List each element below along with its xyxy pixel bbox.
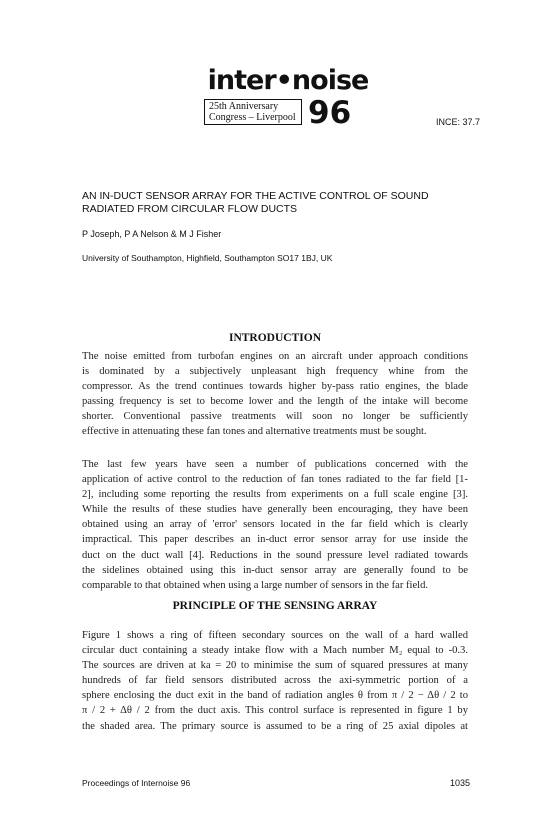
text-line: impractical. This paper describes an in-duct error sensor array for use inside the <box>82 534 468 546</box>
logo-congress-box <box>204 99 302 125</box>
text-line: 2], including some reporting the results from experiments on a full scale engine [3]. <box>82 489 468 501</box>
section-heading-principle: PRINCIPLE OF THE SENSING ARRAY <box>172 600 378 612</box>
text-line: comparable to that obtained when using a large number of sensors in the far field. <box>82 579 429 591</box>
text-line: effective in attenuating these fan tones and alternative treatments must be sought. <box>82 426 427 438</box>
footer-page-number: 1035 <box>449 778 470 788</box>
text-line: The sources are driven at ka = 20 to minimise the sum of squared pressures at many <box>82 660 468 672</box>
logo-wordmark: inter•noise <box>207 65 369 96</box>
text-line: The last few years have seen a number of publications concerned with the <box>82 459 468 470</box>
logo-anniversary-text: 25th Anniversary <box>209 101 279 112</box>
text-line: application of active control to the reduction of fan tones radiated to the far field [1- <box>82 474 468 486</box>
text-line: Figure 1 shows a ring of fifteen secondary sources on the wall of a hard walled <box>82 630 468 641</box>
footer-proceedings: Proceedings of Internoise 96 <box>82 778 191 788</box>
logo-year: 96 <box>308 95 352 131</box>
principle-paragraph-1 <box>82 628 468 734</box>
paper-title-line: RADIATED FROM CIRCULAR FLOW DUCTS <box>82 203 298 215</box>
paper-reference-code: INCE: 37.7 <box>435 117 480 127</box>
text-line: The noise emitted from turbofan engines on an aircraft under approach conditions <box>82 351 468 362</box>
text-line: π / 2 + Δθ / 2 from the duct axis. This control surface is represented in figure 1 by <box>82 705 468 717</box>
text-line: passing frequency is set to become lower and the length of the intake will become <box>82 396 468 408</box>
text-line: obtained using an array of 'error' sensors located in the far field which is clearly <box>82 519 468 531</box>
paper-authors: P Joseph, P A Nelson & M J Fisher <box>82 229 222 239</box>
text-line: is dominated by a subjectively unpleasant high frequency whine from the <box>82 366 468 378</box>
paper-title-line: AN IN-DUCT SENSOR ARRAY FOR THE ACTIVE CONTROL OF SOUND <box>82 190 429 202</box>
text-line: compressor. As the trend continues towards higher by-pass ratio engines, the blade <box>82 381 468 393</box>
text-line: While the results of these studies have generally been encouraging, they have been <box>82 504 468 516</box>
text-line: duct on the duct wall [4]. Reductions in the sound pressure level radiated towards <box>82 549 468 561</box>
section-heading-introduction: INTRODUCTION <box>228 332 321 344</box>
introduction-paragraph-1 <box>82 349 468 440</box>
logo-congress-text: Congress – Liverpool <box>209 112 296 123</box>
paper-title <box>82 190 482 216</box>
conference-logo <box>204 66 372 132</box>
paper-affiliation: University of Southampton, Highfield, Southampton SO17 1BJ, UK <box>82 253 333 263</box>
text-line: circular duct containing a steady intake flow with a Mach number M₂ equal to -0.3. <box>82 645 468 657</box>
text-line: the shaded area. The primary source is assumed to be a ring of 25 axial dipoles at <box>82 720 468 732</box>
text-line: shorter. Conventional passive treatments will soon no longer be sufficiently <box>82 411 468 423</box>
introduction-paragraph-2 <box>82 457 468 593</box>
text-line: sphere enclosing the duct exit in the band of radiation angles θ from π / 2 − Δθ / 2 to <box>82 690 468 702</box>
text-line: hundreds of far field sensors distributed across the axi-symmetric portion of a <box>82 675 468 687</box>
text-line: the sidelines obtained using this in-duct sensor array are generally found to be <box>82 564 468 576</box>
